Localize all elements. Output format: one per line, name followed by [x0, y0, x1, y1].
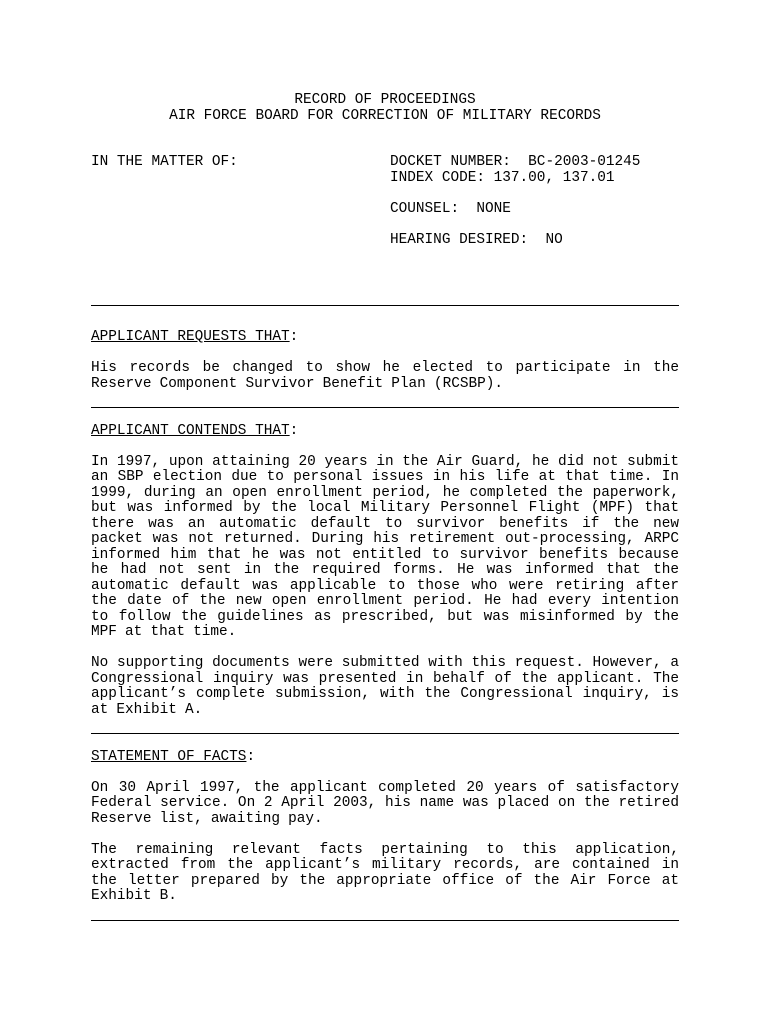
facts-paragraph-1: On 30 April 1997, the applicant completed 20 years of satisfactory Federal service. On 2 April 2003, his name was placed on the retired Reserve list, awaiting pay.: [91, 779, 679, 827]
facts-paragraph-2: The remaining relevant facts pertaining to this application, extracted from the applicant’s military records, are contained in the letter prepared by the appropriate office of the Air Force at Exhibit B.: [91, 841, 679, 904]
hearing-desired: HEARING DESIRED: NO: [390, 231, 563, 248]
contends-paragraph-1: In 1997, upon attaining 20 years in the Air Guard, he did not submit an SBP election due to personal issues in his life at that time. In 1999, during an open enrollment period, he completed the paperwork, but was informed by the local Military Personnel Flight (MPF) that there was an automatic default to survivor benefits if the new packet was not returned. During his retirement out-processing, ARPC informed him that he was not entitled to survivor benefits because he had not sent in the required forms. He was informed that the automatic default was applicable to those who were retiring after the date of the new open enrollment period. He had every intention to follow the guidelines as prescribed, but was misinformed by the MPF at that time.: [91, 453, 679, 640]
counsel: COUNSEL: NONE: [390, 200, 511, 217]
index-code: INDEX CODE: 137.00, 137.01: [390, 169, 615, 186]
divider: [91, 920, 679, 921]
document-title: RECORD OF PROCEEDINGS: [294, 92, 476, 108]
document-page: [91, 93, 679, 921]
section-heading-facts: STATEMENT OF FACTS:: [91, 748, 256, 765]
docket-number: DOCKET NUMBER: BC-2003-01245: [390, 154, 641, 170]
matter-block: [91, 155, 679, 305]
section-heading-requests: APPLICANT REQUESTS THAT:: [91, 329, 299, 345]
board-name: AIR FORCE BOARD FOR CORRECTION OF MILITARY RECORDS: [169, 107, 601, 124]
section-heading-contends: APPLICANT CONTENDS THAT:: [91, 422, 299, 439]
matter-label: IN THE MATTER OF:: [91, 154, 238, 170]
requests-paragraph: His records be changed to show he elected to participate in the Reserve Component Survivor Benefit Plan (RCSBP).: [91, 360, 679, 392]
case-details: [390, 155, 640, 248]
contends-paragraph-2: No supporting documents were submitted with this request. However, a Congressional inquiry was presented in behalf of the applicant. The applicant’s complete submission, with the Congressional inquiry, is at Exhibit A.: [91, 655, 679, 718]
